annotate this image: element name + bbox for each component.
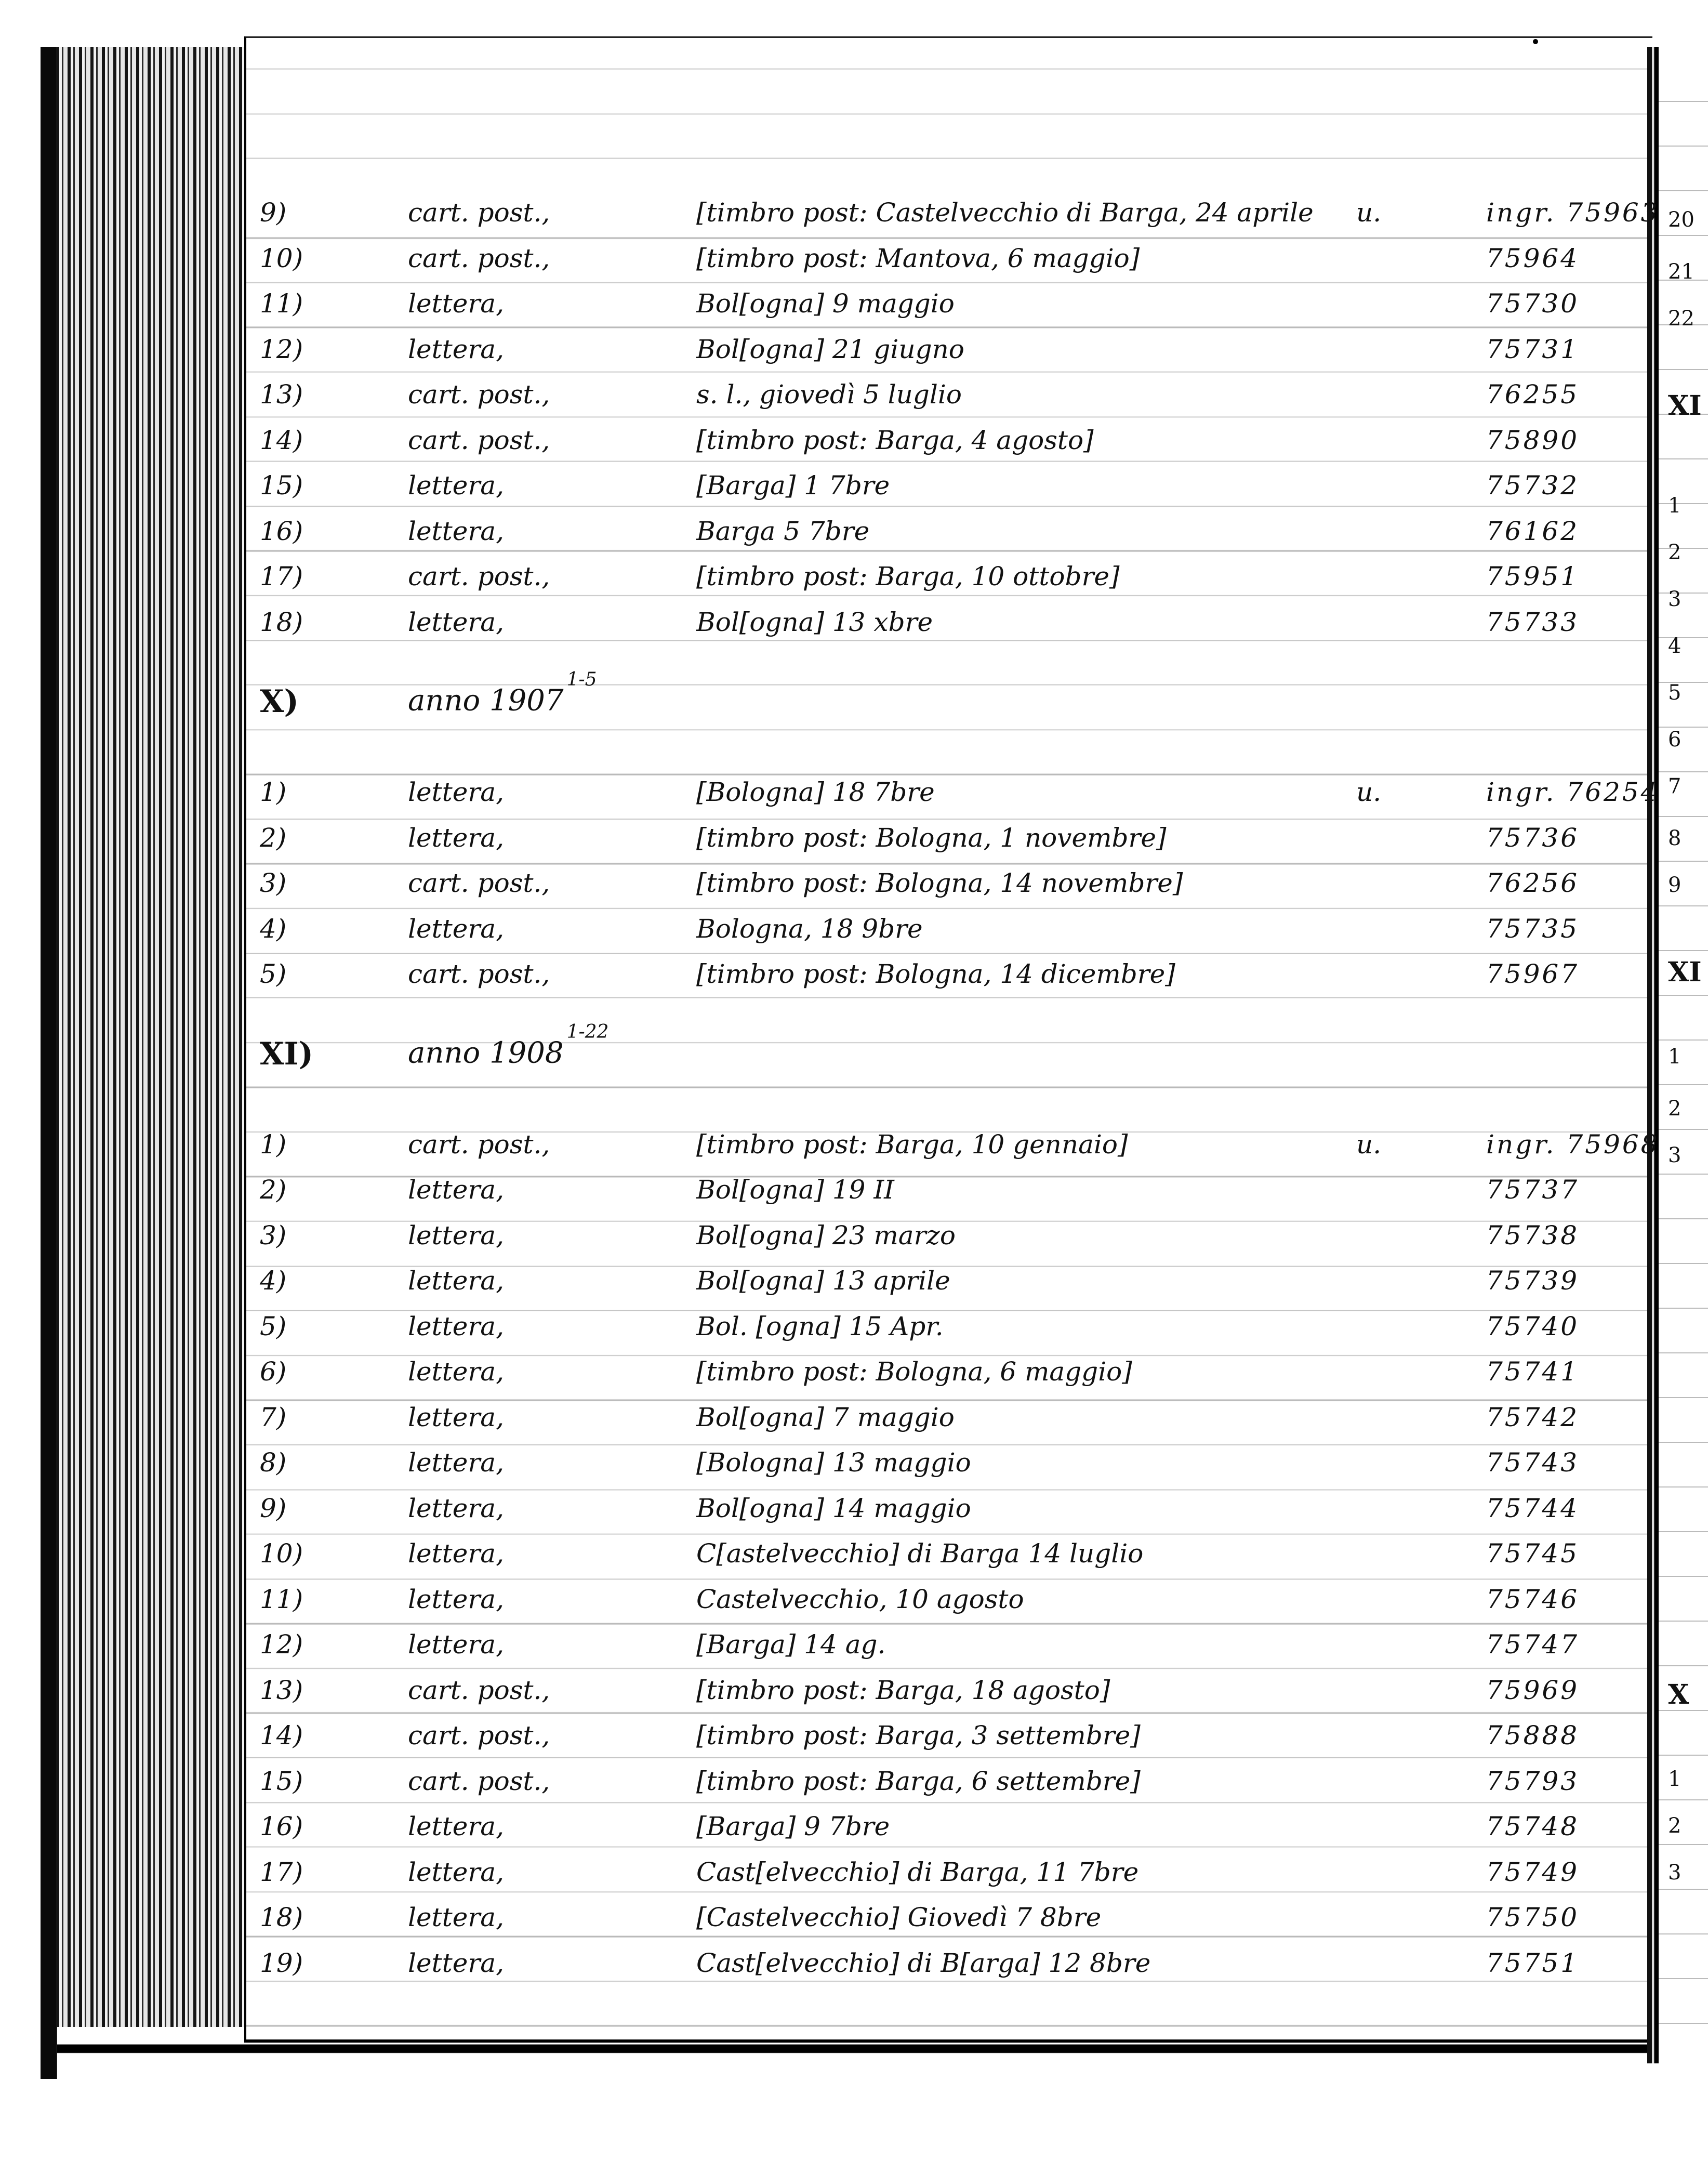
entry-inventory-number: 75745 [1486, 1538, 1580, 1569]
entry-row [0, 1857, 1708, 1899]
entry-number: 2) [260, 822, 287, 853]
entry-description: [timbro post: Mantova, 6 maggio] [696, 243, 1140, 273]
entry-number: 19) [260, 1947, 303, 1978]
entry-row [0, 1675, 1708, 1717]
entry-type: lettera, [408, 1493, 504, 1523]
entry-inventory-number: 76162 [1486, 516, 1580, 546]
entry-inventory-number: 75967 [1486, 959, 1580, 989]
entry-description: [timbro post: Bologna, 6 maggio] [696, 1357, 1132, 1387]
entry-row [0, 1720, 1708, 1762]
entry-description: [timbro post: Castelvecchio di Barga, 24 aprile [696, 198, 1314, 228]
entry-description: Bol. [ogna] 15 Apr. [696, 1311, 944, 1341]
entry-description: [timbro post: Bologna, 1 novembre] [696, 822, 1167, 853]
section-range: 1-22 [566, 1021, 609, 1043]
entry-number: 14) [260, 425, 303, 455]
entry-type: lettera, [408, 1357, 504, 1387]
entry-type: cart. post., [408, 1766, 550, 1796]
entry-type: cart. post., [408, 1129, 550, 1160]
facing-page-text: 7 [1668, 774, 1681, 798]
entry-collection-mark: u. [1356, 198, 1382, 228]
entry-type: cart. post., [408, 1675, 550, 1705]
entry-row [0, 561, 1708, 603]
section-year: anno 1908$^{1-22}$ [408, 1021, 609, 1070]
entry-type: lettera, [408, 1266, 504, 1296]
facing-page-text: X [1668, 1679, 1689, 1710]
section-heading [0, 1021, 1708, 1083]
entry-inventory-number: 75732 [1486, 470, 1580, 501]
entry-inventory-number: 75730 [1486, 288, 1580, 319]
entry-number: 16) [260, 1811, 303, 1841]
entry-number: 1) [260, 777, 287, 807]
entry-number: 8) [260, 1447, 287, 1478]
facing-page-text: 5 [1668, 681, 1681, 705]
entry-description: Bologna, 18 9bre [696, 913, 923, 944]
entry-number: 4) [260, 913, 287, 944]
entry-inventory-number: 75750 [1486, 1902, 1580, 1932]
entry-number: 4) [260, 1266, 287, 1296]
entry-description: Cast[elvecchio] di Barga, 11 7bre [696, 1857, 1139, 1887]
entry-description: [timbro post: Barga, 4 agosto] [696, 425, 1094, 455]
facing-page-text: XI [1668, 956, 1702, 988]
entry-inventory-number: 75741 [1486, 1357, 1580, 1387]
entry-type: cart. post., [408, 561, 550, 591]
entry-number: 2) [260, 1175, 287, 1205]
entry-type: lettera, [408, 288, 504, 319]
entry-number: 16) [260, 516, 303, 546]
entry-row [0, 198, 1708, 239]
entry-description: s. l., giovedì 5 luglio [696, 379, 962, 410]
entry-inventory-number: 75969 [1486, 1675, 1580, 1705]
entry-type: cart. post., [408, 379, 550, 410]
entry-description: Bol[ogna] 9 maggio [696, 288, 955, 319]
entry-row [0, 1266, 1708, 1307]
entry-description: [timbro post: Bologna, 14 novembre] [696, 868, 1183, 898]
entry-description: Bol[ogna] 23 marzo [696, 1220, 956, 1250]
entry-type: lettera, [408, 1447, 504, 1478]
entry-number: 7) [260, 1402, 287, 1432]
entry-row [0, 1311, 1708, 1353]
entry-type: lettera, [408, 1538, 504, 1569]
entry-description: [timbro post: Barga, 10 gennaio] [696, 1129, 1128, 1160]
entry-type: cart. post., [408, 868, 550, 898]
entry-row [0, 1402, 1708, 1444]
facing-page-text: 21 [1668, 260, 1694, 284]
entry-number: 3) [260, 1220, 287, 1250]
entry-inventory-number: 76255 [1486, 379, 1580, 410]
entry-row [0, 516, 1708, 558]
entry-row [0, 868, 1708, 910]
facing-page-text: XI [1668, 390, 1702, 422]
entry-row [0, 1129, 1708, 1171]
entry-collection-mark: u. [1356, 777, 1382, 807]
entry-row [0, 425, 1708, 467]
entry-inventory-number: 75739 [1486, 1266, 1580, 1296]
entry-type: cart. post., [408, 425, 550, 455]
entry-inventory-number: ingr. 76254 [1486, 777, 1660, 807]
entry-number: 13) [260, 379, 303, 410]
entry-inventory-number: 75749 [1486, 1857, 1580, 1887]
facing-page-text: 2 [1668, 1814, 1681, 1838]
entry-type: lettera, [408, 1902, 504, 1932]
entry-row [0, 1220, 1708, 1262]
entry-inventory-number: ingr. 75968 [1486, 1129, 1660, 1160]
entry-inventory-number: 75888 [1486, 1720, 1580, 1750]
entry-type: lettera, [408, 470, 504, 501]
entry-number: 17) [260, 561, 303, 591]
facing-page-text: 3 [1668, 1143, 1681, 1167]
entry-type: lettera, [408, 516, 504, 546]
entry-row [0, 1538, 1708, 1580]
entry-number: 14) [260, 1720, 303, 1750]
entry-row [0, 959, 1708, 1001]
entry-type: lettera, [408, 1811, 504, 1841]
entry-description: Barga 5 7bre [696, 516, 870, 546]
entry-inventory-number: 76256 [1486, 868, 1580, 898]
entry-type: lettera, [408, 1220, 504, 1250]
entry-inventory-number: 75743 [1486, 1447, 1580, 1478]
entry-type: lettera, [408, 1947, 504, 1978]
entry-number: 3) [260, 868, 287, 898]
entry-row [0, 1357, 1708, 1398]
facing-page-text: 9 [1668, 873, 1681, 897]
entry-description: Bol[ogna] 7 maggio [696, 1402, 955, 1432]
entry-type: lettera, [408, 913, 504, 944]
entry-number: 15) [260, 1766, 303, 1796]
section-roman-numeral: XI) [260, 1035, 314, 1072]
entry-collection-mark: u. [1356, 1129, 1382, 1160]
entry-description: Bol[ogna] 13 aprile [696, 1266, 950, 1296]
entry-number: 15) [260, 470, 303, 501]
entry-inventory-number: 75731 [1486, 334, 1580, 364]
section-heading [0, 669, 1708, 730]
section-range: 1-5 [566, 669, 597, 690]
entry-inventory-number: 75736 [1486, 822, 1580, 853]
entry-row [0, 470, 1708, 512]
entry-row [0, 1447, 1708, 1489]
entry-inventory-number: 75733 [1486, 607, 1580, 637]
facing-page-text: 8 [1668, 826, 1681, 850]
facing-page-text: 1 [1668, 1045, 1681, 1069]
entry-inventory-number: 75793 [1486, 1766, 1580, 1796]
entry-number: 10) [260, 1538, 303, 1569]
entry-row [0, 243, 1708, 285]
entry-description: Bol[ogna] 19 II [696, 1175, 894, 1205]
facing-page-text: 1 [1668, 1767, 1681, 1791]
entry-inventory-number: 75748 [1486, 1811, 1580, 1841]
entry-inventory-number: 75890 [1486, 425, 1580, 455]
facing-page-text: 22 [1668, 307, 1694, 331]
facing-page-text: 3 [1668, 1861, 1681, 1885]
entry-description: [timbro post: Barga, 18 agosto] [696, 1675, 1110, 1705]
entry-number: 11) [260, 288, 303, 319]
entry-description: [timbro post: Barga, 10 ottobre] [696, 561, 1120, 591]
entry-inventory-number: 75751 [1486, 1947, 1580, 1978]
entry-number: 5) [260, 959, 287, 989]
entry-number: 12) [260, 1629, 303, 1660]
entry-type: cart. post., [408, 198, 550, 228]
entry-number: 18) [260, 1902, 303, 1932]
entry-row [0, 334, 1708, 376]
entry-number: 17) [260, 1857, 303, 1887]
section-roman-numeral: X) [260, 683, 299, 720]
entry-row [0, 288, 1708, 330]
entry-row [0, 607, 1708, 649]
facing-page-text: 20 [1668, 208, 1694, 232]
entry-type: cart. post., [408, 1720, 550, 1750]
entry-row [0, 1948, 1708, 1990]
entry-row [0, 1811, 1708, 1853]
entry-description: [timbro post: Barga, 6 settembre] [696, 1766, 1141, 1796]
entry-inventory-number: 75740 [1486, 1311, 1580, 1341]
entry-description: [timbro post: Barga, 3 settembre] [696, 1720, 1141, 1750]
ink-dot [1533, 39, 1538, 44]
entry-row [0, 914, 1708, 955]
entry-inventory-number: 75738 [1486, 1220, 1580, 1250]
entry-type: lettera, [408, 1857, 504, 1887]
entry-description: [Bologna] 18 7bre [696, 777, 935, 807]
entry-row [0, 1902, 1708, 1944]
entry-number: 12) [260, 334, 303, 364]
entry-type: cart. post., [408, 959, 550, 989]
entry-number: 9) [260, 1493, 287, 1523]
entry-description: [Barga] 9 7bre [696, 1811, 890, 1841]
entry-type: lettera, [408, 1175, 504, 1205]
entry-row [0, 1584, 1708, 1626]
entry-inventory-number: 75737 [1486, 1175, 1580, 1205]
entry-description: Cast[elvecchio] di B[arga] 12 8bre [696, 1947, 1151, 1978]
facing-page-text: 2 [1668, 541, 1681, 564]
entry-inventory-number: 75747 [1486, 1629, 1580, 1660]
entry-description: [timbro post: Bologna, 14 dicembre] [696, 959, 1175, 989]
entry-description: [Barga] 14 ag. [696, 1629, 886, 1660]
entry-inventory-number: 75746 [1486, 1584, 1580, 1614]
entry-type: lettera, [408, 607, 504, 637]
entry-row [0, 777, 1708, 819]
entry-row [0, 1629, 1708, 1671]
entry-inventory-number: 75735 [1486, 913, 1580, 944]
entry-number: 6) [260, 1357, 287, 1387]
entry-row [0, 823, 1708, 864]
entry-row [0, 1175, 1708, 1216]
entry-description: Castelvecchio, 10 agosto [696, 1584, 1024, 1614]
entry-row [0, 379, 1708, 421]
entry-row [0, 1493, 1708, 1535]
entry-inventory-number: ingr. 75963 [1486, 198, 1660, 228]
entry-inventory-number: 75951 [1486, 561, 1580, 591]
entry-number: 18) [260, 607, 303, 637]
entry-description: Bol[ogna] 13 xbre [696, 607, 933, 637]
entry-type: lettera, [408, 334, 504, 364]
entry-row [0, 1766, 1708, 1808]
entry-description: [Castelvecchio] Giovedì 7 8bre [696, 1902, 1102, 1932]
facing-page-text: 6 [1668, 728, 1681, 752]
entry-description: Bol[ogna] 21 giugno [696, 334, 964, 364]
entry-type: lettera, [408, 1311, 504, 1341]
entry-type: lettera, [408, 1402, 504, 1432]
section-year: anno 1907$^{1-5}$ [408, 669, 597, 718]
entry-description: C[astelvecchio] di Barga 14 luglio [696, 1538, 1144, 1569]
entry-description: Bol[ogna] 14 maggio [696, 1493, 971, 1523]
entry-number: 11) [260, 1584, 303, 1614]
facing-page-text: 4 [1668, 634, 1681, 658]
entry-inventory-number: 75742 [1486, 1402, 1580, 1432]
facing-page-text: 3 [1668, 587, 1681, 611]
entry-number: 10) [260, 243, 303, 273]
entry-type: lettera, [408, 1584, 504, 1614]
facing-page-text: 1 [1668, 494, 1681, 518]
entry-number: 1) [260, 1129, 287, 1160]
facing-page-text: 2 [1668, 1097, 1681, 1121]
entry-description: [Barga] 1 7bre [696, 470, 890, 501]
entry-type: cart. post., [408, 243, 550, 273]
entry-type: lettera, [408, 777, 504, 807]
entry-inventory-number: 75964 [1486, 243, 1580, 273]
entry-inventory-number: 75744 [1486, 1493, 1580, 1523]
entry-number: 13) [260, 1675, 303, 1705]
entry-type: lettera, [408, 1629, 504, 1660]
entry-type: lettera, [408, 822, 504, 853]
entry-number: 9) [260, 198, 287, 228]
entry-number: 5) [260, 1311, 287, 1341]
entry-description: [Bologna] 13 maggio [696, 1447, 971, 1478]
